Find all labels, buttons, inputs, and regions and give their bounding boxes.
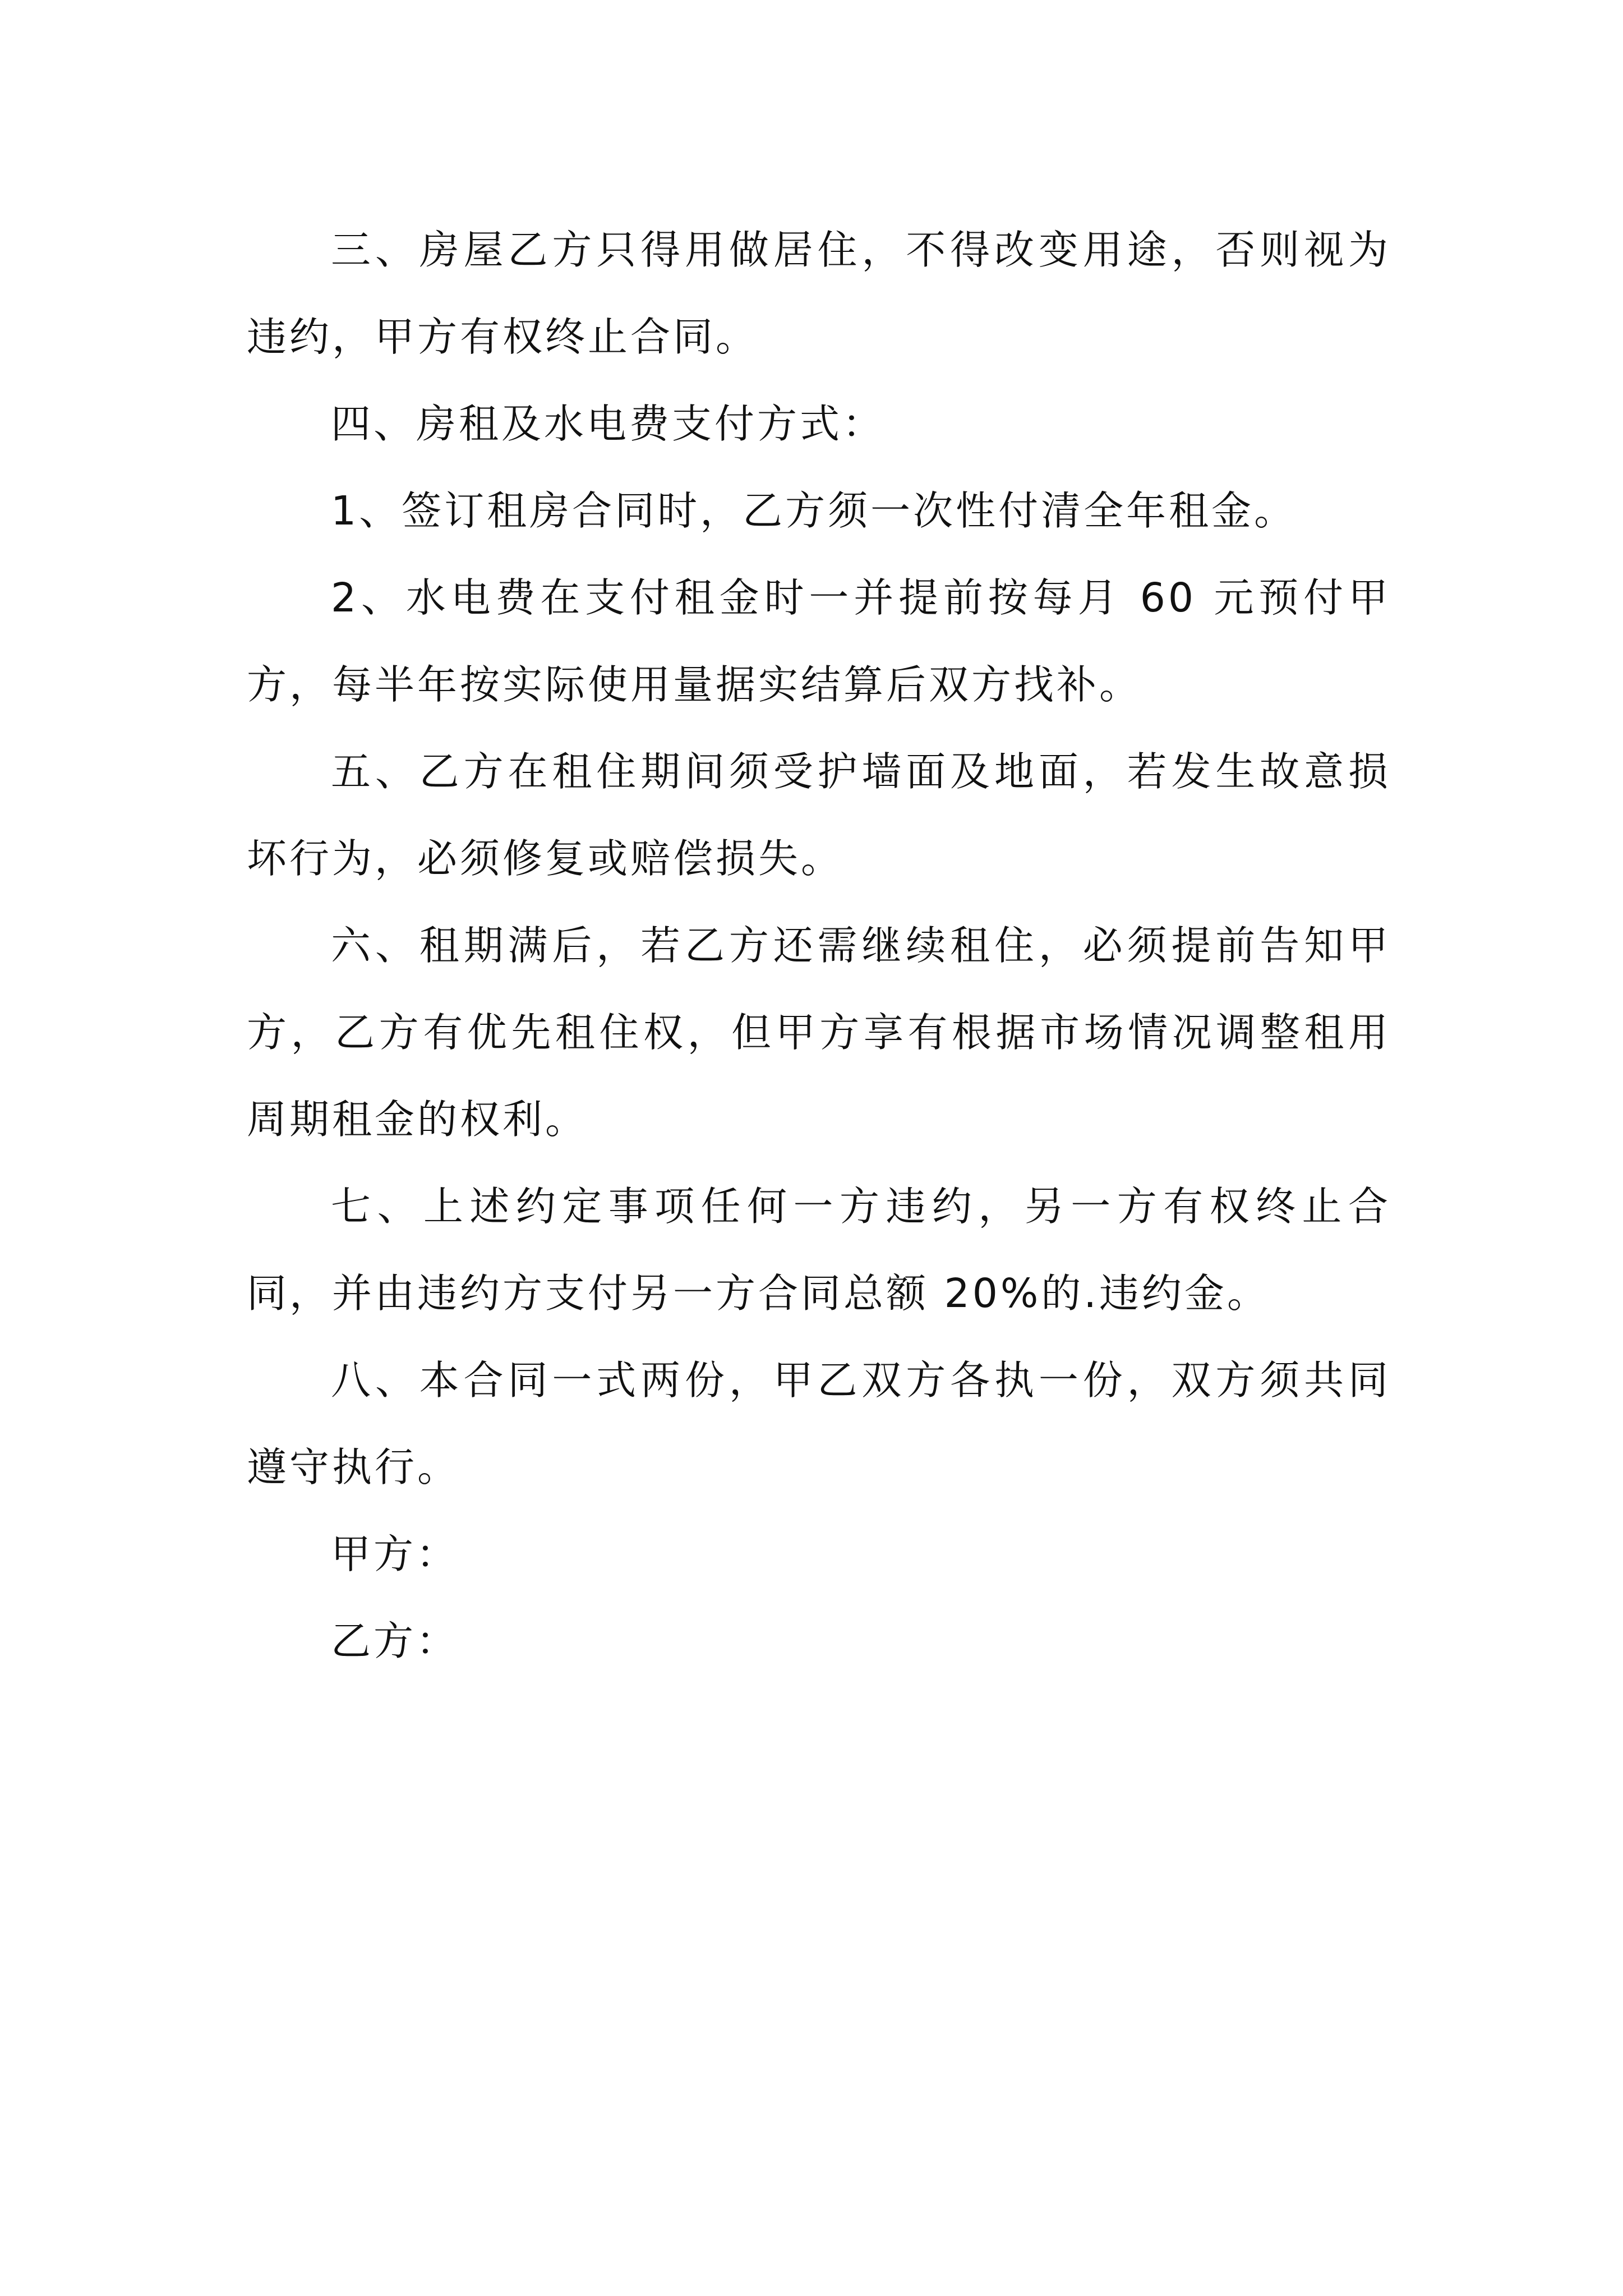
clause-4-item-2: 2、水电费在支付租金时一并提前按每月 60 元预付甲方，每半年按实际使用量据实结算后双方找补。	[247, 574, 1391, 708]
clause-4-heading: 四、房租及水电费支付方式：	[331, 401, 886, 447]
clause-4-item-1: 1、签订租房合同时，乙方须一次性付清全年租金。	[331, 487, 1297, 534]
party-a-signature-label: 甲方：	[331, 1531, 459, 1577]
party-b-signature-label: 乙方：	[331, 1618, 459, 1664]
clause-6: 六、租期满后，若乙方还需继续租住，必须提前告知甲方，乙方有优先租住权，但甲方享有根据市场情况调整租用周期租金的权利。	[247, 922, 1391, 1143]
clause-5: 五、乙方在租住期间须受护墙面及地面，若发生故意损坏行为，必须修复或赔偿损失。	[247, 748, 1391, 882]
clause-7: 七、上述约定事项任何一方违约，另一方有权终止合同，并由违约方支付另一方合同总额 20%的.违约金。	[247, 1183, 1391, 1317]
clause-3: 三、房屋乙方只得用做居住，不得改变用途，否则视为违约，甲方有权终止合同。	[247, 227, 1391, 360]
contract-body	[247, 206, 1391, 1685]
clause-8: 八、本合同一式两份，甲乙双方各执一份，双方须共同遵守执行。	[247, 1357, 1391, 1490]
